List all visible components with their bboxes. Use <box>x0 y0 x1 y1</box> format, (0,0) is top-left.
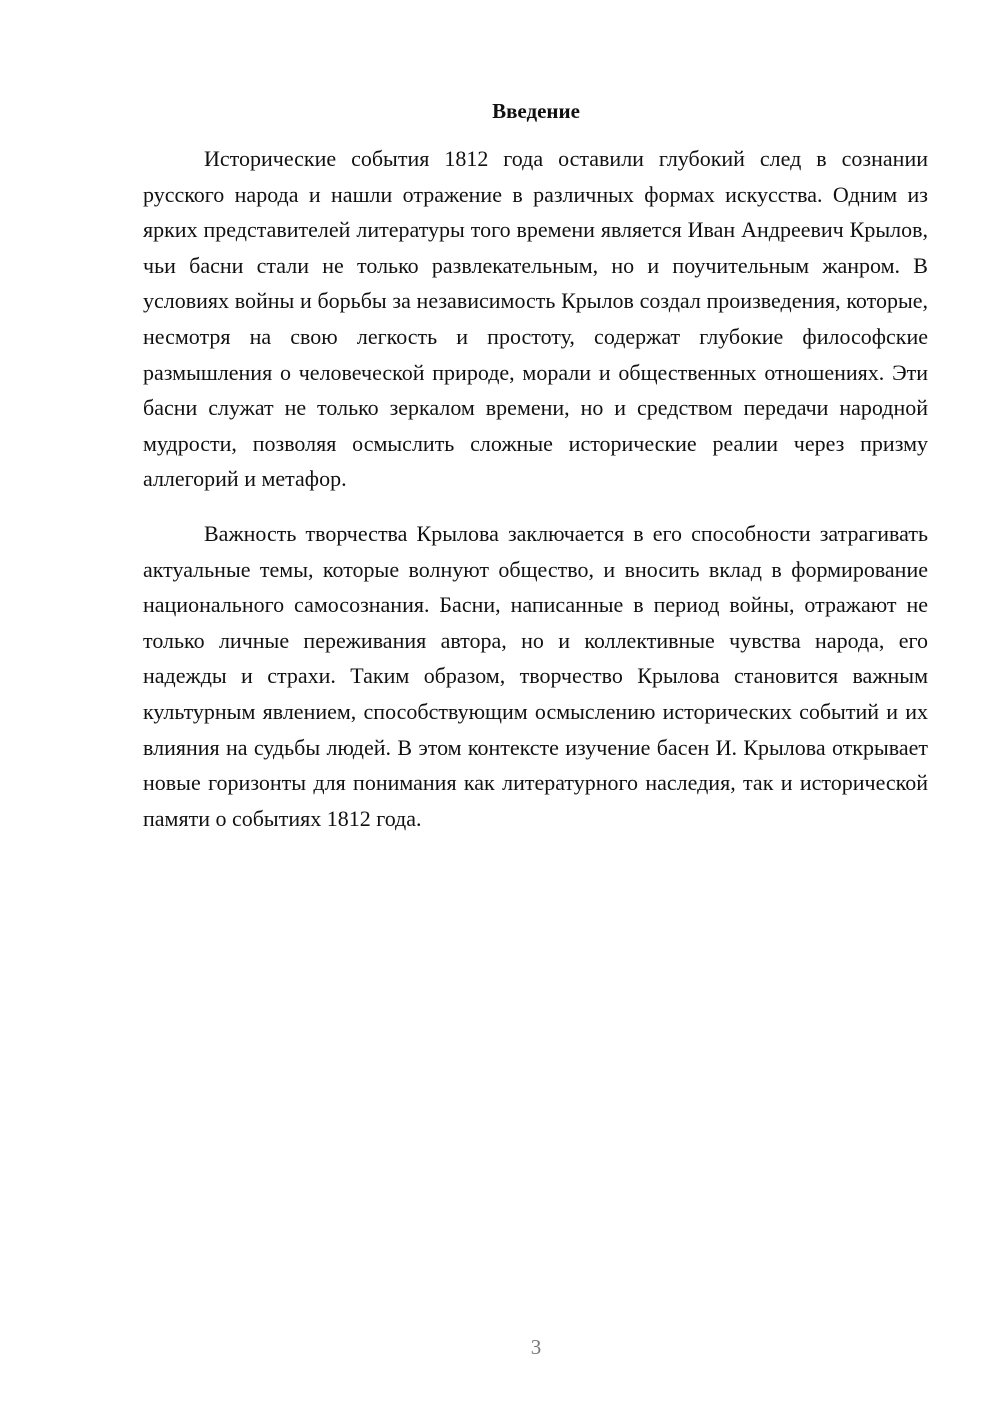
page-number: 3 <box>530 1335 542 1359</box>
body-text <box>143 141 928 836</box>
paragraph-1: Исторические события 1812 года оставили глубокий след в сознании русского народа и нашли отражение в различных формах искусства. Одним из ярких представителей литературы того времени является Иван Андреевич Крылов, чьи басни стали не только развлекательным, но и поучительным жанром. В условиях войны и борьбы за независимость Крылов создал произведения, которые, несмотря на свою легкость и простоту, содержат глубокие философские размышления о человеческой природе, морали и общественных отношениях. Эти басни служат не только зеркалом времени, но и средством передачи народной мудрости, позволяя осмыслить сложные исторические реалии через призму аллегорий и метафор. <box>143 146 928 492</box>
paragraph-2: Важность творчества Крылова заключается в его способности затрагивать актуальные темы, которые волнуют общество, и вносить вклад в формирование национального самосознания. Басни, написанные в период войны, отражают не только личные переживания автора, но и коллективные чувства народа, его надежды и страхи. Таким образом, творчество Крылова становится важным культурным явлением, способствующим осмыслению исторических событий и их влияния на судьбы людей. В этом контексте изучение басен И. Крылова открывает новые горизонты для понимания как литературного наследия, так и исторической памяти о событиях 1812 года. <box>143 520 928 831</box>
section-heading: Введение <box>492 99 580 123</box>
